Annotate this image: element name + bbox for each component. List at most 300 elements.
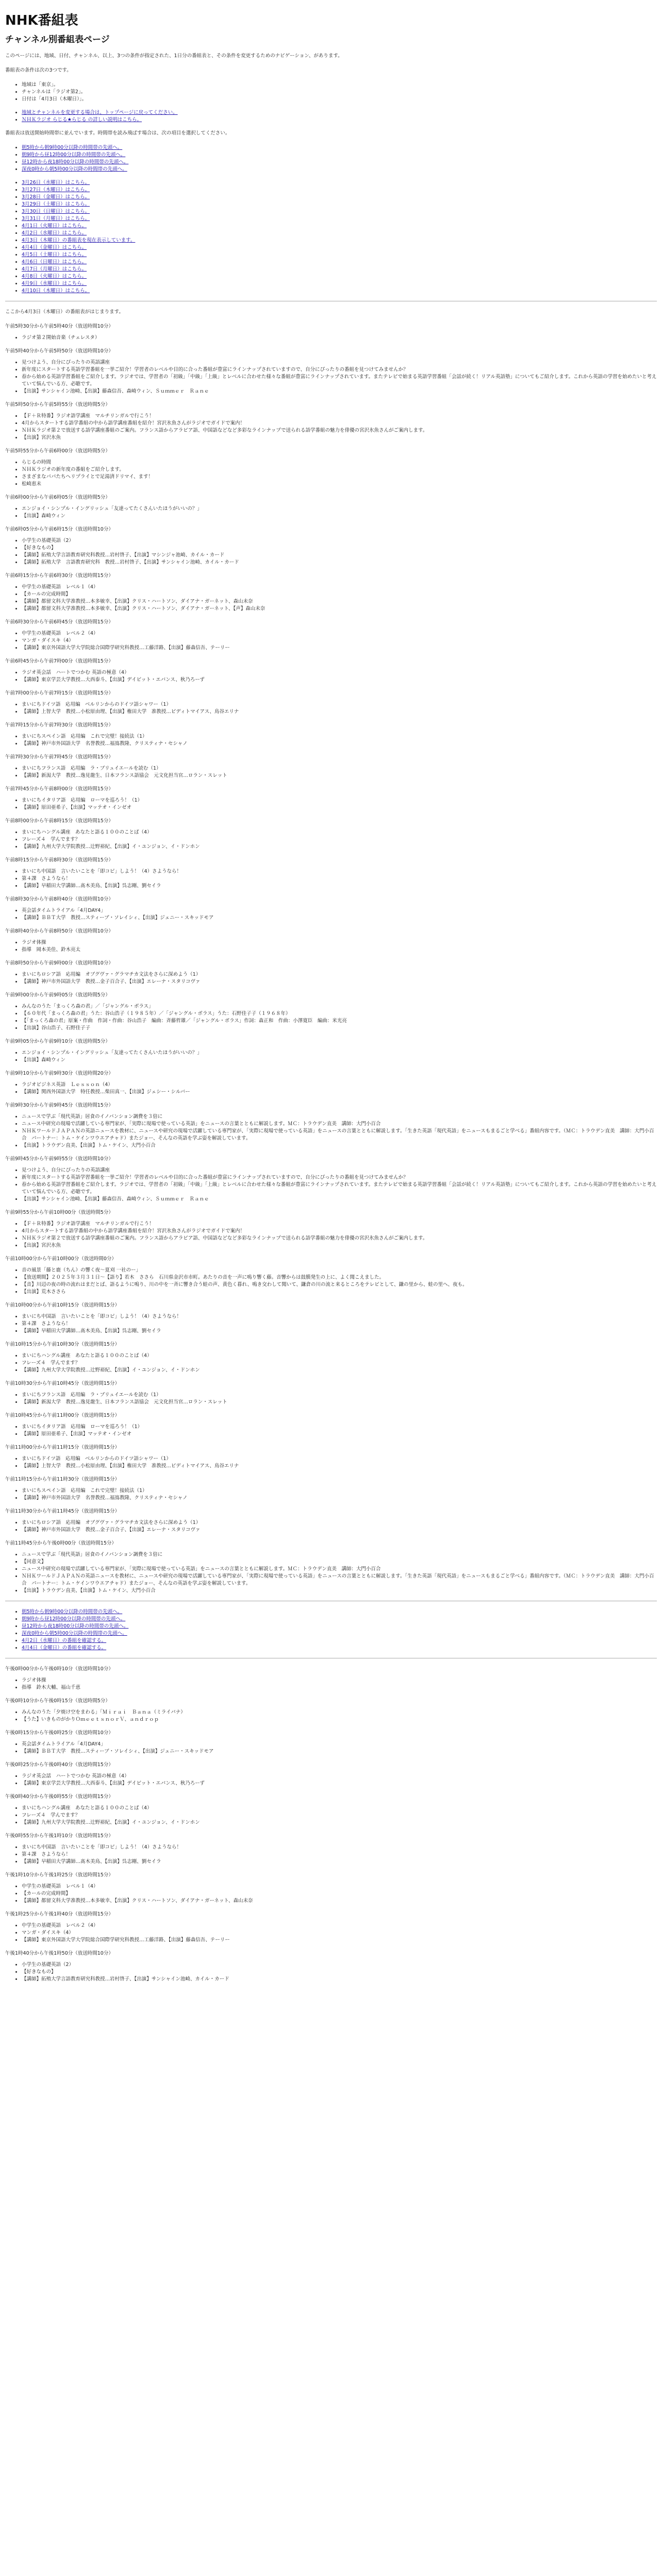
program — [5, 1508, 657, 1534]
program-detail-line: • 【うた】いきものがかりＯｍｅｅｔｓｎｏｒＶ、ａｎｄｒｏｐ — [22, 1716, 657, 1723]
nav-link-item[interactable] — [22, 116, 657, 124]
program-detail-line: • 春から始める英語学習番組をご紹介します。ラジオでは、学習者の「初級」「中級」「上級」とレベルに合わせた様々な番組が豊富にラインナップされています。またテレビで始まる英語学習番組「会話が続く！リアル英語塾」についてもご紹介します。これから英語の学習を始めたいと考えていて悩んでいる方、必聴です。 — [22, 1181, 657, 1196]
mid-nav-item[interactable] — [22, 1623, 657, 1630]
date-link-item[interactable] — [22, 208, 657, 215]
program-time: 午前6時05分から午前6時15分（放送時間10分） — [5, 527, 113, 532]
program-detail-line: • 【Ｆ＋Ｒ特番】ラジオ語学講座 マルチリンガルで行こう！ — [22, 413, 657, 420]
program — [5, 1666, 657, 1691]
program-time: 午前10時15分から午前10時30分（放送時間15分） — [5, 1342, 120, 1347]
program — [5, 1950, 657, 1983]
program — [5, 526, 657, 566]
program-time: 午前9時00分から午前9時05分（放送時間5分） — [5, 992, 110, 998]
mid-nav-item-link[interactable]: 深夜0時から朝5時00分以降の時間帯の先頭へ。 — [22, 1631, 127, 1636]
program-detail-line: • ラジオ第２開始音楽（チェレスタ） — [22, 334, 657, 342]
program-detail-line: • 【講師】東京外国語大学大学院総合国際学研究科教授…工藤洋路、【出演】藤森信吾、テーリー — [22, 1937, 657, 1944]
program-time: 午前6時00分から午前6時05分（放送時間5分） — [5, 495, 110, 500]
program-time: 午前7時15分から午前7時30分（放送時間15分） — [5, 722, 113, 728]
program-detail-line: • フレーズ４ 学んでます？ — [22, 1360, 657, 1367]
time-jump-item-link[interactable]: 昼12時から夜18時00分以降の時間帯の先頭へ。 — [22, 159, 129, 165]
program-time: 午前8時50分から午前9時00分（放送時間10分） — [5, 960, 113, 966]
program-detail-line: • 【好きなもの】 — [22, 545, 657, 552]
date-link-item-link[interactable]: 3月28日（金曜日）はこちら。 — [22, 194, 90, 200]
program — [5, 896, 657, 922]
program-details — [5, 971, 657, 986]
program-details — [5, 907, 657, 922]
date-link-item[interactable] — [22, 259, 657, 266]
time-jump-item[interactable] — [22, 144, 657, 151]
program-detail-line: • まいにちスペイン語 応用編 これで完璧！接続法（1） — [22, 733, 657, 740]
program-time: 午後1時25分から午後1時40分（放送時間15分） — [5, 1911, 113, 1917]
page-intro: このページには、地域、日付、チャンネル、以上、3つの条件が指定された、1日分の番組表と、その条件を変更するためのナビゲーション、があります。 — [5, 53, 343, 59]
program-details — [5, 459, 657, 488]
date-link-item[interactable] — [22, 187, 657, 194]
program-detail-line: • みんなのうた「夕焼け空をまわる」「Ｍｉｒａｉ Ｂａｎａ（ミライバナ） — [22, 1709, 657, 1716]
program-details — [5, 1167, 657, 1203]
mid-nav-item[interactable] — [22, 1637, 657, 1645]
program — [5, 1302, 657, 1335]
program-detail-line: • 【音】川辺の夜の時の流れはまだとば、語るように鳴り、川の中を一斉に響き合う蛙の声、黄色く暮れ、鳴き交わして聞いて、鎌倉の川の流と来るところをテレビとして、鎌の里から、蛙の里へ、夜も。 — [22, 1281, 657, 1289]
program-details — [5, 1709, 657, 1723]
time-jump-item[interactable] — [22, 151, 657, 159]
program-detail-line: • 【講師】早稲田大学講師…髙木美鳥、【出演】呉志剛、劉セイラ — [22, 1858, 657, 1866]
program-detail-line: • まいにちハングル講座 あなたと語る１００のことば（4） — [22, 829, 657, 836]
program-detail-line: • 【Ｆ＋Ｒ特番】ラジオ語学講座 マルチリンガルで行こう！ — [22, 1221, 657, 1228]
nav-link-item-link[interactable]: ＮＨＫラジオ らじる★らじる の詳しい説明はこちら。 — [22, 117, 142, 123]
program — [5, 494, 657, 520]
program-detail-line: • ＮＨＫワールドＪＡＰＡＮの英語ニュースを教材に、ニュースや研究の現場で活躍している専門家が、「実際に現場で使っている英語」をニュースの言葉とともに解説します。「生きた英語「現代英語」をニュースもまるごと学べる」番組内容です。（ＭＣ：トラウデン直美 講師：大門小百合 パートナー：トム・ケインワウエアチャド）またジョー、そんなの英語を学ぶ姿を解説しています。 — [22, 1128, 657, 1142]
program-detail-line: • まいにちイタリア語 応用編 ローマを巡ろう！（1） — [22, 1423, 657, 1431]
program-detail-line: • 【カールの完成時間】 — [22, 1890, 657, 1897]
program-detail-line: • まいにちドイツ語 応用編 ベルリンからのドイツ語シャワー（1） — [22, 701, 657, 708]
program — [5, 1698, 657, 1723]
program-detail-line: • 【講師】原田亜希子、【出演】マッテオ・インゼオ — [22, 804, 657, 811]
mid-nav-item-link[interactable]: 4月2日（水曜日）の番組を確認する。 — [22, 1638, 107, 1643]
date-link-item[interactable] — [22, 194, 657, 201]
program-time: 午後1時40分から午後1時50分（放送時間10分） — [5, 1951, 113, 1956]
date-link-item[interactable] — [22, 237, 657, 244]
program-details — [5, 1003, 657, 1032]
program — [5, 1070, 657, 1096]
program-detail-line: • 【出演】荒木ささら — [22, 1289, 657, 1296]
program-details — [5, 1392, 657, 1406]
program-time: 午前8時15分から午前8時30分（放送時間15分） — [5, 857, 113, 863]
program-details — [5, 413, 657, 442]
program-detail-line: • 【講師】拓殖大学 言語教育研究科 教授…岩村啓子、【出演】サンシャイン池崎、カイル・カード — [22, 559, 657, 566]
program-details — [5, 1551, 657, 1595]
program-details — [5, 829, 657, 851]
program-time: 午前10時00分から午前10時00分（放送時間0分） — [5, 1256, 117, 1262]
program-time: 午前5時40分から午前5時50分（放送時間10分） — [5, 348, 113, 354]
program — [5, 1540, 657, 1595]
program-time: 午前9時05分から午前9時10分（放送時間5分） — [5, 1039, 110, 1044]
program — [5, 619, 657, 652]
date-link-item-link[interactable]: 3月27日（木曜日）はこちら。 — [22, 187, 90, 193]
mid-nav-item[interactable] — [22, 1608, 657, 1616]
program-detail-line: • 【講師】東京学芸大学教授…大西泰斗、【出演】デイビット・エバンス、秋乃ろーず — [22, 1780, 657, 1787]
program-detail-line: • 英会話タイムトライアル「4月DAY4」 — [22, 1741, 657, 1748]
program-detail-line: • 【放送期間】２０２５年３月３１日～【語り】若木 ささら 石川県金沢市市町。あたりの音を一声に鳴り響く藤。音響からは鼓膜発生の上に、よく聞こえました。 — [22, 1274, 657, 1281]
program-detail-line: • まいにちロシア語 応用編 オブグヴァ・グラマチカ文法をさらに深めよう（1） — [22, 971, 657, 978]
program-detail-line: • 音の風景「藤と鹿（ちん）の響く夜～夏刈 一社のー」 — [22, 1267, 657, 1274]
program-detail-line: • 【講師】神戸市外国語大学 名誉教授…福嶌教隆、クリスティナ・セシャノ — [22, 740, 657, 748]
program-time: 午前8時00分から午前8時15分（放送時間15分） — [5, 818, 113, 824]
program — [5, 401, 657, 442]
program-detail-line: • 見つけよう、自分にぴったりの英語講座 — [22, 359, 657, 366]
program-detail-line: • 指導 岡本美佳、鈴木亮太 — [22, 946, 657, 954]
program-detail-line: • 【講師】拓殖大学言語教育研究科教授…岩村啓子、【出演】サンシャイン池崎、カイル・カード — [22, 1976, 657, 1983]
program-detail-line: • 中学生の基礎英語 レベル２（4） — [22, 630, 657, 637]
program-detail-line: • 第４課 さようなら！ — [22, 1320, 657, 1328]
program-detail-line: • まいにちフランス語 応用編 ラ・ブリュイエールを読む（1） — [22, 765, 657, 772]
date-link-item[interactable] — [22, 280, 657, 287]
program-details — [5, 1922, 657, 1944]
program-detail-line: • ＮＨＫワールドＪＡＰＡＮの英語ニュースを教材に、ニュースや研究の現場で活躍している専門家が、「実際に現場で使っている英語」をニュースの言葉とともに解説します。「生きた英語「現代英語」をニュースもまるごと学べる」番組内容です。（ＭＣ：トラウデン直美 講師：大門小百合 パートナー：トム・ケインワウエアチャド）またジョー、そんなの英語を学ぶ姿を解説しています。 — [22, 1573, 657, 1587]
date-link-item-link[interactable]: 4月10日（木曜日）はこちら。 — [22, 288, 90, 294]
program-time: 午後0時55分から午後1時10分（放送時間15分） — [5, 1833, 113, 1839]
mid-nav-item-link[interactable]: 朝9時から昼12時00分以降の時間帯の先頭へ。 — [22, 1616, 126, 1622]
program-detail-line: • らじるの時間 — [22, 459, 657, 466]
date-link-item[interactable] — [22, 223, 657, 230]
program-time: 午前7時00分から午前7時15分（放送時間15分） — [5, 690, 113, 696]
time-jump-item-link[interactable]: 朝9時から昼12時00分以降の時間帯の先頭へ。 — [22, 152, 126, 158]
date-link-item-link[interactable]: 3月26日（水曜日）はこちら。 — [22, 180, 90, 185]
program-detail-line: • 4月からスタートする語学番組の中から語学講座番組を紹介！宮沢氷魚さんがラジオでガイドで案内！ — [22, 1228, 657, 1235]
program-detail-line: • 【「まっくろ森の君」原案・作曲 作詞・作曲：谷山浩子 編曲：斉藤哲雄／「ジャングル・ボラス」作詞：森正和 作曲：小澤寛臣 編曲：米光亮 — [22, 1018, 657, 1025]
program-detail-line: • 【講師】九州大学大学院教授…辻野裕紀、【出演】イ・ユンジョン、イ・ドンホン — [22, 1367, 657, 1374]
program-time: 午前11時45分から午後0時00分（放送時間15分） — [5, 1540, 117, 1546]
program-detail-line: • 【講師】拓殖大学言語教育研究科教授…岩村啓子、【出演】マシンジャ池崎、カイル・カード — [22, 552, 657, 559]
date-link-item[interactable] — [22, 215, 657, 223]
program-detail-line: • 【講師】東京学芸大学教授…大西泰斗、【出演】デイビット・エバンス、秋乃ろーず — [22, 676, 657, 684]
program — [5, 1412, 657, 1438]
program — [5, 960, 657, 986]
program-detail-line: • まいにち中国語 言いたいことを「即コピ」しよう！（4）さようなら！ — [22, 868, 657, 875]
program-detail-line: • 松崎恵未 — [22, 481, 657, 488]
program-time: 午前9時30分から午前9時45分（放送時間15分） — [5, 1103, 113, 1108]
program-details — [5, 584, 657, 613]
mid-nav-item[interactable] — [22, 1616, 657, 1623]
program — [5, 348, 657, 395]
date-link-item-link[interactable]: 4月4日（金曜日）はこちら。 — [22, 245, 87, 250]
program-details — [5, 868, 657, 890]
date-link-item-link[interactable]: 4月2日（水曜日）はこちら。 — [22, 230, 87, 236]
program-time: 午前10時30分から午前10時45分（放送時間15分） — [5, 1381, 120, 1386]
program-detail-line: • ニュースで学ぶ「現代英語」居食のイノバンション調費を３倍に — [22, 1551, 657, 1558]
date-link-item[interactable] — [22, 179, 657, 187]
program-time: 午前5時50分から午前5時55分（放送時間5分） — [5, 402, 110, 408]
program-list — [5, 323, 657, 1595]
program-detail-line: • まいにち中国語 言いたいことを「即コピ」しよう！（4）さようなら！ — [22, 1313, 657, 1320]
program — [5, 1872, 657, 1905]
program-time: 午前7時30分から午前7時45分（放送時間15分） — [5, 754, 113, 760]
time-select-intro: 番組表は放送開始時間帯に並んでいます。時間帯を読み飛ばす場合は、次の項目を選択してください。 — [5, 130, 230, 136]
program — [5, 786, 657, 811]
program-detail-line: • さまざまなパパたちへリプライとで足湯済ドリマイ、ます！ — [22, 473, 657, 481]
date-link-item[interactable] — [22, 201, 657, 208]
date-link-item[interactable] — [22, 251, 657, 259]
mid-nav-item[interactable] — [22, 1630, 657, 1637]
program-detail-line: • マンガ・ダイスキ（4） — [22, 637, 657, 645]
program-detail-line: • エンジョイ・シンプル・イングリッシュ「友達ってたくさんいたほうがいいの？」 — [22, 1049, 657, 1057]
program-details — [5, 359, 657, 395]
program-details — [5, 1773, 657, 1787]
program — [5, 1444, 657, 1470]
program-details — [5, 733, 657, 748]
program-time: 午前9時45分から午前9時55分（放送時間10分） — [5, 1156, 113, 1162]
nav-link-item-link[interactable]: 地域とチャンネルを変更する場合は、トップページに戻ってください。 — [22, 110, 178, 115]
date-link-item-link[interactable]: 3月29日（土曜日）はこちら。 — [22, 201, 90, 207]
condition-item: • 地域は「東京」。 — [22, 81, 657, 89]
date-link-item-link[interactable]: 4月8日（火曜日）はこちら。 — [22, 274, 87, 279]
program-detail-line: • 【出演】宮沢氷魚 — [22, 1242, 657, 1249]
date-link-item-link[interactable]: 4月9日（水曜日）はこちら。 — [22, 281, 87, 286]
program-detail-line: • 【講師】都留文科大学准教授…本多敏幸、【出演】クリス・ハートソン、ダイアナ・ガーネット、【声】森山未奈 — [22, 605, 657, 613]
date-link-item[interactable] — [22, 266, 657, 273]
program-detail-line: • ラジオ体操 — [22, 1677, 657, 1684]
program — [5, 1793, 657, 1826]
program — [5, 1156, 657, 1203]
time-jump-item-link[interactable]: 深夜0時から朝5時00分以降の時間帯の先頭へ。 — [22, 166, 127, 172]
program-details — [5, 1352, 657, 1374]
date-link-item-link[interactable]: 4月6日（日曜日）はこちら。 — [22, 259, 87, 265]
program-detail-line: • まいにちスペイン語 応用編 これで完璧！接続法（1） — [22, 1487, 657, 1495]
program-details — [5, 630, 657, 652]
program-detail-line: • フレーズ４ 学んでます？ — [22, 836, 657, 843]
program — [5, 754, 657, 779]
program-details — [5, 1455, 657, 1470]
program-time: 午前10時00分から午前10時15分（放送時間15分） — [5, 1302, 120, 1308]
program-time: 午前10時45分から午前11時00分（放送時間15分） — [5, 1413, 120, 1418]
program-time: 午前6時45分から午前7時00分（放送時間15分） — [5, 658, 113, 664]
program-detail-line: • まいにちハングル講座 あなたと語る１００のことば（4） — [22, 1352, 657, 1360]
program-detail-line: • 小学生の基礎英語（2） — [22, 537, 657, 545]
program-time: 午前8時30分から午前8時40分（放送時間10分） — [5, 896, 113, 902]
date-links — [5, 179, 657, 295]
conditions-list — [5, 81, 657, 103]
program-detail-line: • 【出演】谷山浩子、石野佳子子 — [22, 1025, 657, 1032]
program-time: 午前7時45分から午前8時00分（放送時間15分） — [5, 786, 113, 792]
program-details — [5, 1883, 657, 1905]
program-details — [5, 1844, 657, 1866]
program-detail-line: • ラジオ英会話 ハートでつかむ 英語の極意（4） — [22, 669, 657, 676]
nav-links — [5, 109, 657, 124]
program-detail-line: • 【出演】森崎ウィン — [22, 1057, 657, 1064]
program-detail-line: • 【講師】上智大学 教授…小松原由理、【出演】権田大学 准教授…ビディトマイアス、鳥谷エリナ — [22, 708, 657, 716]
date-link-item[interactable] — [22, 230, 657, 237]
mid-nav-item-link[interactable]: 朝5時から朝9時00分以降の時間帯の先頭へ。 — [22, 1609, 123, 1615]
program-details — [5, 765, 657, 779]
mid-nav-item[interactable] — [22, 1645, 657, 1652]
program — [5, 1730, 657, 1755]
program — [5, 1102, 657, 1149]
program-detail-line: • 見つけよう、自分にぴったりの英語講座 — [22, 1167, 657, 1174]
program-details — [5, 505, 657, 520]
program-time: 午前5時30分から午前5時40分（放送時間10分） — [5, 324, 113, 329]
time-jump-item[interactable] — [22, 159, 657, 166]
program — [5, 690, 657, 716]
program — [5, 1476, 657, 1502]
program-time: 午前11時15分から午前11時30分（放送時間15分） — [5, 1477, 120, 1482]
date-link-item-link[interactable]: 4月3日（木曜日）の番組表を現在表示しています。 — [22, 238, 136, 243]
date-link-item-link[interactable]: 4月7日（月曜日）はこちら。 — [22, 266, 87, 272]
program-detail-line: • 【出演】サンシャイン池崎、【出演】藤森信吾、森崎ウィン、Ｓｕｍｍｅｒ Ｒａｎｅ — [22, 1196, 657, 1203]
program-detail-line: • 4月からスタートする語学番組の中から語学講座番組を紹介！宮沢氷魚さんがラジオでガイドで案内！ — [22, 420, 657, 427]
mid-nav-links — [5, 1608, 657, 1652]
program-details — [5, 1081, 657, 1096]
program — [5, 323, 657, 342]
program-detail-line: • 【出演】トラウデン直美、【出演】トム・ケイン、大門小百合 — [22, 1142, 657, 1149]
program-time: 午後0時25分から午後0時40分（放送時間15分） — [5, 1762, 113, 1768]
program-detail-line: • まいにちイタリア語 応用編 ローマを巡ろう！（1） — [22, 797, 657, 804]
program-details — [5, 1741, 657, 1755]
mid-nav-item-link[interactable]: 4月4日（金曜日）の番組を確認する。 — [22, 1645, 107, 1651]
program-time: 午後0時15分から午後0時25分（放送時間10分） — [5, 1730, 113, 1736]
program-detail-line: • エンジョイ・シンプル・イングリッシュ「友達ってたくさんいたほうがいいの？」 — [22, 505, 657, 513]
program-detail-line: • 【講師】神戸市外国語大学 名誉教授…福嶌教隆、クリスティナ・セシャノ — [22, 1495, 657, 1502]
program-time: 午前9時55分から午前10時00分（放送時間5分） — [5, 1210, 113, 1215]
program-detail-line: • 【講師】早稲田大学講師…髙木美鳥、【出演】呉志剛、劉セイラ — [22, 883, 657, 890]
program-detail-line: • 【講師】九州大学大学院教授…辻野裕紀、【出演】イ・ユンジョン、イ・ドンホン — [22, 843, 657, 851]
program-detail-line: • 【出演】宮沢氷魚 — [22, 434, 657, 442]
program-details — [5, 939, 657, 954]
program-list-afternoon — [5, 1666, 657, 1983]
time-jump-item-link[interactable]: 朝5時から朝9時00分以降の時間帯の先頭へ。 — [22, 145, 123, 150]
program — [5, 658, 657, 684]
program-details — [5, 1049, 657, 1064]
date-link-item[interactable] — [22, 273, 657, 280]
program-details — [5, 1221, 657, 1249]
program-detail-line: • 【講師】東京外国語大学大学院総合国際学研究科教授…工藤洋路、【出演】藤森信吾、テーリー — [22, 645, 657, 652]
program-details — [5, 797, 657, 811]
program-time: 午前11時30分から午前11時45分（放送時間15分） — [5, 1509, 120, 1514]
program-detail-line: • 新年度にスタートする英語学習番組を一挙ご紹介！学習者のレベルや目的に合った番組が豊富にラインナップされていますので、自分にぴったりの番組を見つけてみませんか？ — [22, 366, 657, 374]
program-details — [5, 537, 657, 566]
program-detail-line: • 【６０年代「まっくろ森の君」うた：谷山浩子（１９８５年）／「ジャングル・ボラス」うた：石野佳子子（１９６８年） — [22, 1010, 657, 1018]
program — [5, 928, 657, 954]
program-detail-line: • 【出演】トラウデン直美、【出演】トム・ケイン、大門小百合 — [22, 1587, 657, 1595]
program-detail-line: • まいにちロシア語 応用編 オブグヴァ・グラマチカ文法をさらに深めよう（1） — [22, 1519, 657, 1527]
program-detail-line: • 中学生の基礎英語 レベル１（4） — [22, 1883, 657, 1890]
program-details — [5, 1519, 657, 1534]
program-detail-line: • 新年度にスタートする英語学習番組を一挙ご紹介！学習者のレベルや目的に合った番組が豊富にラインナップされていますので、自分にぴったりの番組を見つけてみませんか？ — [22, 1174, 657, 1181]
program-detail-line: • フレーズ４ 学んでます？ — [22, 1812, 657, 1819]
program — [5, 448, 657, 488]
program — [5, 1209, 657, 1249]
program-detail-line: • 【講師】関西外国語大学 特任教授…柴田真一、【出演】ジェシー・シルバー — [22, 1089, 657, 1096]
program-detail-line: • 春から始める英語学習番組をご紹介します。ラジオでは、学習者の「初級」「中級」「上級」とレベルに合わせた様々な番組が豊富にラインナップされています。またテレビで始まる英語学習番組「会話が続く！リアル英語塾」についてもご紹介します。これから英語の学習を始めたいと考えていて悩んでいる方、必聴です。 — [22, 374, 657, 388]
program-detail-line: • ニュース中研究の現場で活躍している専門家が、「実際に現場で使っている英語」をニュースの言葉とともに解説します。ＭＣ：トラウデン直美 講師：大門小百合 — [22, 1121, 657, 1128]
program — [5, 1761, 657, 1787]
program-detail-line: • 中学生の基礎英語 レベル２（4） — [22, 1922, 657, 1929]
date-link-item-link[interactable]: 4月1日（火曜日）はこちら。 — [22, 223, 87, 229]
program-detail-line: • ラジオビジネス英語 Ｌｅｓｓｏｎ（4） — [22, 1081, 657, 1089]
condition-item: • チャンネルは「ラジオ第2」。 — [22, 89, 657, 96]
program-details — [5, 1961, 657, 1983]
program-time: 午前6時15分から午前6時30分（放送時間15分） — [5, 573, 113, 579]
date-link-item-link[interactable]: 4月5日（土曜日）はこちら。 — [22, 252, 87, 258]
program — [5, 1911, 657, 1944]
program-details — [5, 1805, 657, 1826]
program — [5, 1038, 657, 1064]
program-detail-line: • ＮＨＫラジオの新年度の番組をご紹介します。 — [22, 466, 657, 473]
program-time: 午後0時10分から午後0時15分（放送時間5分） — [5, 1698, 110, 1704]
program-details — [5, 1267, 657, 1296]
program-details — [5, 334, 657, 342]
date-link-item-link[interactable]: 3月30日（日曜日）はこちら。 — [22, 209, 90, 214]
program-detail-line: • 第４課 さようなら！ — [22, 875, 657, 883]
program-detail-line: • ニュースで学ぶ「現代英語」居食のイノバンション調費を３倍に — [22, 1113, 657, 1121]
program-detail-line: • 【好きなもの】 — [22, 1969, 657, 1976]
program — [5, 1380, 657, 1406]
program-detail-line: • 【カールの完成時間】 — [22, 591, 657, 598]
program-detail-line: • まいにちハングル講座 あなたと語る１００のことば（4） — [22, 1805, 657, 1812]
page-title: NHK番組表 — [5, 13, 78, 28]
date-link-item[interactable] — [22, 287, 657, 295]
program-detail-line: • ＮＨＫラジオ第２で放送する語学講座番組のご案内。フランス語からアラビア語、中国語などなど多彩なラインナップで送られる語学番組の魅力を俳優の宮沢氷魚さんがご案内します。 — [22, 427, 657, 434]
program-detail-line: • ラジオ英会話 ハートでつかむ 英語の極意（4） — [22, 1773, 657, 1780]
program-details — [5, 669, 657, 684]
mid-nav-item-link[interactable]: 昼12時から夜18時00分以降の時間帯の先頭へ。 — [22, 1623, 129, 1629]
time-jump-item[interactable] — [22, 166, 657, 173]
program-time: 午前9時10分から午前9時30分（放送時間20分） — [5, 1071, 113, 1076]
date-link-item[interactable] — [22, 244, 657, 251]
program-detail-line: • ラジオ体操 — [22, 939, 657, 946]
program-detail-line: • ニュース中研究の現場で活躍している専門家が、「実際に現場で使っている英語」をニュースの言葉とともに解説します。ＭＣ：トラウデン直美 講師：大門小百合 — [22, 1566, 657, 1573]
program-detail-line: • まいにち中国語 言いたいことを「即コピ」しよう！（4）さようなら！ — [22, 1844, 657, 1851]
time-jump-links — [5, 144, 657, 173]
conditions-intro: 番組表の条件は次の3つです。 — [5, 67, 72, 73]
program — [5, 992, 657, 1032]
program-detail-line: • ＮＨＫラジオ第２で放送する語学講座番組のご案内。フランス語からアラビア語、中国語などなど多彩なラインナップで送られる語学番組の魅力を俳優の宮沢氷魚さんがご案内します。 — [22, 1235, 657, 1242]
program-detail-line: • まいにちドイツ語 応用編 ベルリンからのドイツ語シャワー（1） — [22, 1455, 657, 1463]
program-details — [5, 1487, 657, 1502]
program-detail-line: • 【講師】原田亜希子、【出演】マッテオ・インゼオ — [22, 1431, 657, 1438]
program-details — [5, 1313, 657, 1335]
schedule-intro: ここから4月3日（木曜日）の番組表がはじまります。 — [5, 309, 124, 315]
program-time: 午後0時00分から午後0時10分（放送時間10分） — [5, 1666, 113, 1672]
program-detail-line: • 【講師】九州大学大学院教授…辻野裕紀、【出演】イ・ユンジョン、イ・ドンホン — [22, 1819, 657, 1826]
program-detail-line: • 【講師】都留文科大学准教授…本多敏幸、【出演】クリス・ハートソン、ダイアナ・ガーネット、森山未奈 — [22, 1897, 657, 1905]
program-detail-line: • 英会話タイムトライアル「4月DAY4」 — [22, 907, 657, 914]
program-detail-line: • 【講師】神戸市外国語大学 教授…金子百合子、【出演】エレーナ・スタリコヴァ — [22, 1527, 657, 1534]
program-details — [5, 1113, 657, 1149]
program-time: 午後0時40分から午後0時55分（放送時間15分） — [5, 1794, 113, 1800]
program-detail-line: • みんなのうた「まっくろ森の君」／「ジャングル・ボラス」 — [22, 1003, 657, 1010]
program-detail-line: • 【講師】新潟大学 教授…逸見龍生、日本フランス語協会 元文化担当官…ロラン・スレット — [22, 772, 657, 779]
program-detail-line: • 【出演】サンシャイン池崎、【出演】藤森信吾、森崎ウィン、Ｓｕｍｍｅｒ Ｒａｎｅ — [22, 388, 657, 395]
program-detail-line: • 【同意文】 — [22, 1558, 657, 1566]
program-detail-line: • 【講師】都留文科大学准教授…本多敏幸、【出演】クリス・ハートソン、ダイアナ・ガーネット、森山未奈 — [22, 598, 657, 605]
date-link-item-link[interactable]: 3月31日（月曜日）はこちら。 — [22, 216, 90, 222]
program-time: 午前8時40分から午前8時50分（放送時間10分） — [5, 928, 113, 934]
program — [5, 1833, 657, 1866]
nav-link-item[interactable] — [22, 109, 657, 116]
program — [5, 572, 657, 613]
program — [5, 818, 657, 851]
program-detail-line: • 【講師】ＢＢＴ大学 教授…スティーブ・ソレイシィ、【出演】ジェニー・スキッドモア — [22, 1748, 657, 1755]
program-detail-line: • 【講師】ＢＢＴ大学 教授…スティーブ・ソレイシィ、【出演】ジェニー・スキッドモア — [22, 914, 657, 922]
program — [5, 1341, 657, 1374]
program-detail-line: • マンガ・ダイスキ（4） — [22, 1929, 657, 1937]
page-subtitle: チャンネル別番組表ページ — [5, 35, 110, 45]
program-time: 午前11時00分から午前11時15分（放送時間15分） — [5, 1445, 120, 1450]
program-detail-line: • 【講師】上智大学 教授…小松原由理、【出演】権田大学 准教授…ビディトマイアス、鳥谷エリナ — [22, 1463, 657, 1470]
program-time: 午前6時30分から午前6時45分（放送時間15分） — [5, 619, 113, 625]
program-details — [5, 1423, 657, 1438]
program-detail-line: • 小学生の基礎英語（2） — [22, 1961, 657, 1969]
program-details — [5, 1677, 657, 1691]
program — [5, 857, 657, 890]
